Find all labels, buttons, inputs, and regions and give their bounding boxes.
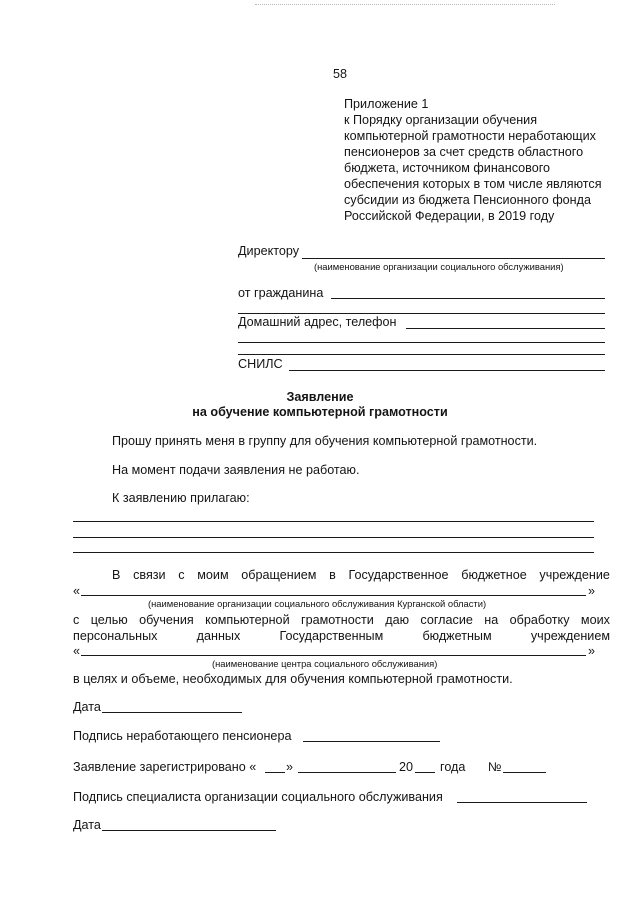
consent-word: грамотности — [301, 613, 374, 627]
consent-word: моих — [580, 613, 610, 627]
consent-word: согласие — [420, 613, 473, 627]
consent-word: в — [329, 568, 336, 582]
citizen-field[interactable] — [331, 298, 605, 299]
consent-word: данных — [196, 629, 241, 643]
consent-word: компьютерной — [205, 613, 290, 627]
date-label: Дата — [73, 700, 101, 714]
center-hint: (наименование центра социального обслуживания) — [212, 658, 438, 669]
date-field[interactable] — [102, 712, 242, 713]
appendix-line: обеспечения которых в том числе являются — [344, 177, 602, 191]
consent-line-2 — [73, 612, 610, 628]
snils-label: СНИЛС — [238, 357, 283, 371]
date2-field[interactable] — [102, 830, 276, 831]
attachments-line[interactable] — [73, 552, 594, 553]
appendix-line: субсидии из бюджета Пенсионного фонда — [344, 193, 591, 207]
consent-word: обучения — [139, 613, 194, 627]
registered-month-field[interactable] — [298, 772, 396, 773]
address-field[interactable] — [406, 328, 605, 329]
employment-paragraph: На момент подачи заявления не работаю. — [112, 463, 360, 477]
institution-hint: (наименование организации социального обслуживания Курганской области) — [148, 598, 487, 609]
consent-line-1 — [112, 567, 610, 583]
appendix-line: бюджета, источником финансового — [344, 161, 551, 175]
snils-field[interactable] — [289, 370, 605, 371]
consent-word: учреждение — [539, 568, 610, 582]
document-title: Заявление — [286, 390, 354, 404]
director-field[interactable] — [302, 258, 605, 259]
quote-close: » — [588, 644, 596, 658]
registered-label: Заявление зарегистрировано « — [73, 760, 257, 774]
institution-field[interactable] — [81, 595, 586, 596]
consent-end: в целях и объеме, необходимых для обучения компьютерной грамотности. — [73, 672, 513, 686]
consent-word: связи — [133, 568, 166, 582]
pensioner-signature-label: Подпись неработающего пенсионера — [73, 729, 292, 743]
consent-word: даю — [385, 613, 410, 627]
quote-open: « — [73, 644, 81, 658]
year-prefix: 20 — [399, 760, 414, 774]
date2-label: Дата — [73, 818, 101, 832]
citizen-label: от гражданина — [238, 286, 324, 300]
consent-word: бюджетное — [461, 568, 527, 582]
specialist-signature-field[interactable] — [457, 802, 587, 803]
request-paragraph: Прошу принять меня в группу для обучения компьютерной грамотности. — [112, 434, 538, 448]
appendix-line: Приложение 1 — [344, 97, 429, 111]
consent-word: Государственное — [348, 568, 449, 582]
appendix-line: к Порядку организации обучения — [344, 113, 538, 127]
address-label: Домашний адрес, телефон — [238, 315, 397, 329]
appendix-line: компьютерной грамотности неработающих — [344, 129, 596, 143]
pensioner-signature-field[interactable] — [303, 741, 440, 742]
appendix-block — [344, 96, 602, 224]
director-label: Директору — [238, 244, 300, 258]
address-field-line3[interactable] — [238, 354, 605, 355]
document-subtitle: на обучение компьютерной грамотности — [192, 405, 448, 419]
number-label: № — [488, 760, 502, 774]
registered-day-field[interactable] — [265, 772, 285, 773]
quote-open: « — [73, 584, 81, 598]
consent-word: Государственным — [279, 629, 384, 643]
specialist-signature-label: Подпись специалиста организации социального обслуживания — [73, 790, 443, 804]
scan-artifact — [255, 4, 555, 5]
attachments-line[interactable] — [73, 521, 594, 522]
appendix-line: пенсионеров за счет средств областного — [344, 145, 584, 159]
consent-word: обращением — [241, 568, 317, 582]
consent-word: учреждением — [530, 629, 610, 643]
consent-word: с — [178, 568, 185, 582]
consent-word: персональных — [73, 629, 158, 643]
registered-quote-close: » — [286, 760, 294, 774]
attachments-line[interactable] — [73, 537, 594, 538]
consent-word: бюджетным — [422, 629, 492, 643]
registered-year-field[interactable] — [415, 772, 435, 773]
consent-line-3 — [73, 628, 610, 644]
quote-close: » — [588, 584, 596, 598]
consent-word: на — [484, 613, 499, 627]
appendix-line: Российской Федерации, в 2019 году — [344, 209, 555, 223]
year-suffix: года — [440, 760, 466, 774]
consent-word: моим — [197, 568, 229, 582]
address-field-line2[interactable] — [238, 342, 605, 343]
consent-word: обработку — [509, 613, 570, 627]
registered-number-field[interactable] — [503, 772, 546, 773]
center-field[interactable] — [81, 655, 586, 656]
consent-word: с — [73, 613, 80, 627]
attachments-label: К заявлению прилагаю: — [112, 491, 250, 505]
page-number: 58 — [333, 67, 348, 81]
consent-word: целью — [90, 613, 128, 627]
director-hint: (наименование организации социального обслуживания) — [314, 261, 564, 272]
consent-word: В — [112, 568, 121, 582]
